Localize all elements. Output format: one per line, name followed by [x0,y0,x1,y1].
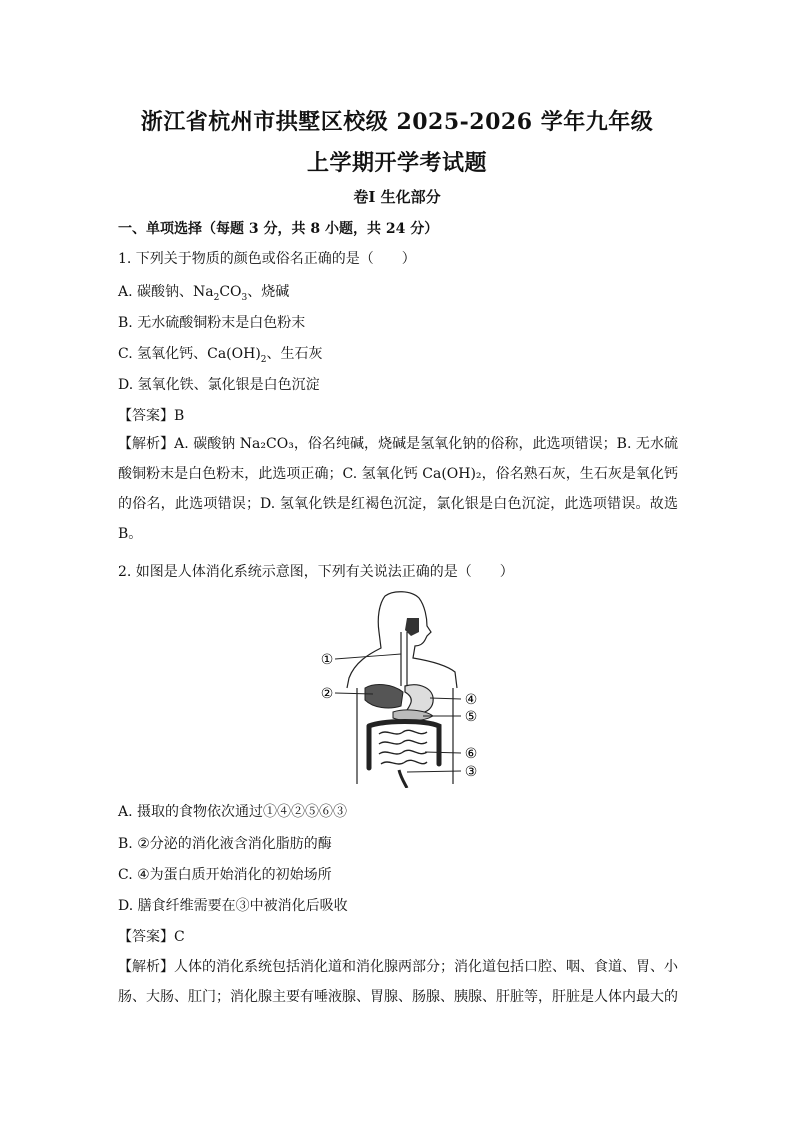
q1-option-c-text2: 、生石灰 [266,346,323,362]
stomach-shape [405,685,433,713]
q2-stem: 2. 如图是人体消化系统示意图，下列有关说法正确的是（ ） [118,564,514,580]
q1-option-a-sub: 2 [213,292,220,303]
q1-option-b: B. 无水硫酸铜粉末是白色粉末 [118,315,306,331]
q2-answer: 【答案】C [118,929,185,945]
q1-option-c [118,343,323,365]
liver-shape [365,685,403,708]
document-title-line1: 浙江省杭州市拱墅区校级 2025-2026 学年九年级 [140,109,654,135]
diagram-label-1: ① [320,652,334,668]
q2-option-d: D. 膳食纤维需要在③中被消化后吸收 [118,898,348,914]
diagram-label-4: ④ [464,692,478,708]
leader-line-6 [425,752,461,753]
q1-option-a-text2: CO [219,284,242,300]
diagram-label-5: ⑤ [464,709,478,725]
q1-option-a-text: A. 碳酸钠、Na [118,284,214,300]
q1-option-a-text3: 、烧碱 [247,284,290,300]
small-intestine [379,730,427,764]
leader-line-4 [430,698,461,699]
q1-option-c-sub: 2 [260,354,267,365]
digestive-system-diagram [315,588,485,788]
diagram-label-2: ② [320,686,334,702]
section-heading: 卷Ⅰ 生化部分 [353,188,441,206]
q2-option-c: C. ④为蛋白质开始消化的初始场所 [118,867,332,883]
q1-stem: 1. 下列关于物质的颜色或俗名正确的是（ ） [118,251,416,267]
rectum [399,770,407,788]
document-title-line2: 上学期开学考试题 [306,150,487,176]
q1-option-a-sub2: 3 [241,292,248,303]
q1-option-a [118,281,289,303]
q1-option-d: D. 氢氧化铁、氯化银是白色沉淀 [118,377,320,393]
q2-option-b: B. ②分泌的消化液含消化脂肪的酶 [118,836,332,852]
q1-answer: 【答案】B [118,408,185,424]
q1-analysis: 【解析】A. 碳酸钠 Na₂CO₃，俗名纯碱，烧碱是氢氧化钠的俗称，此选项错误；B. 无水硫酸铜粉末是白色粉末，此选项正确；C. 氢氧化钙 Ca(OH)₂，俗名熟石灰，生石灰是氧化钙的俗名，此选项错误；D. 氢氧化铁是红褐色沉淀，氯化银是白色沉淀，此选项错误。故选 B。 [118,436,678,542]
esophagus [401,632,407,686]
q1-option-c-text: C. 氢氧化钙、Ca(OH) [118,346,261,362]
q2-analysis: 【解析】人体的消化系统包括消化道和消化腺两部分；消化道包括口腔、咽、食道、胃、小肠、大肠、肛门；消化腺主要有唾液腺、胃腺、肠腺、胰腺、肝脏等，肝脏是人体内最大的 [118,959,678,1005]
diagram-label-3: ③ [464,764,478,780]
part-heading: 一、单项选择（每题 3 分，共 8 小题，共 24 分） [118,221,439,237]
large-intestine [369,722,439,769]
diagram-label-6: ⑥ [464,746,478,762]
body-outline [347,592,457,688]
q2-option-a: A. 摄取的食物依次通过①④②⑤⑥③ [118,804,348,820]
